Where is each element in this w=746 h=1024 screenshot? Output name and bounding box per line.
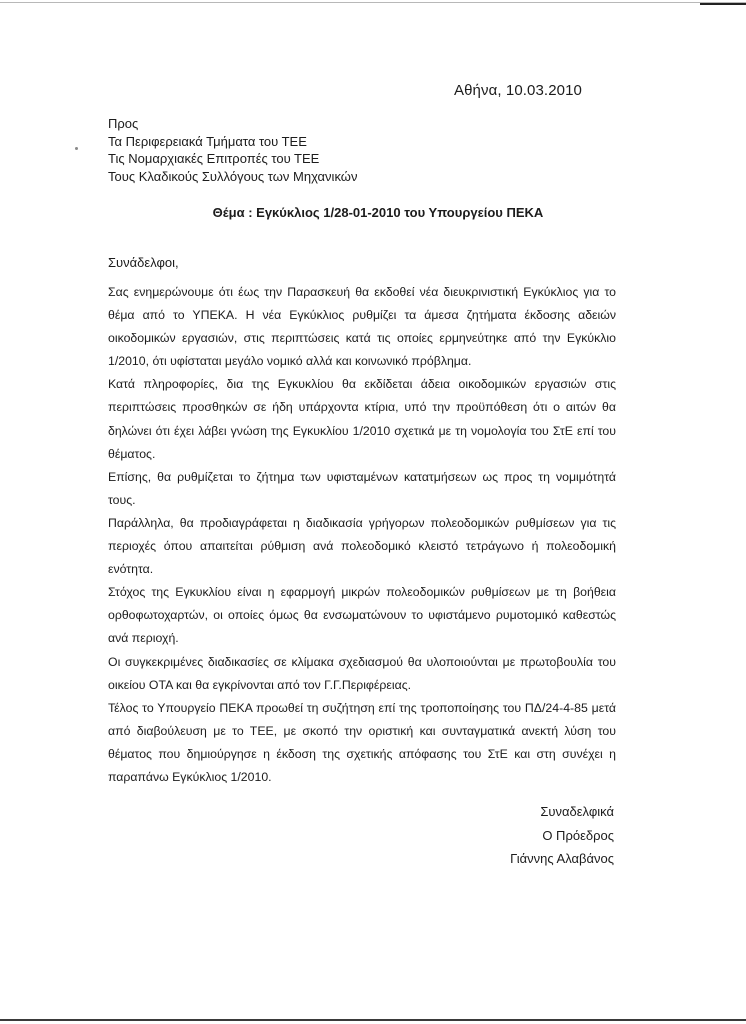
salutation: Συνάδελφοι, xyxy=(108,255,179,270)
letter-date: Αθήνα, 10.03.2010 xyxy=(454,82,582,99)
scan-edge-bottom xyxy=(0,1019,746,1021)
recipient-line: Προς xyxy=(108,116,139,131)
body-paragraph: Σας ενημερώνουμε ότι έως την Παρασκευή θα εκδοθεί νέα διευκρινιστική Εγκύκλιος για το θέμα από το ΥΠΕΚΑ. Η νέα Εγκύκλιος ρυθμίζει τα άμεσα ζητήματα έκδοσης αδειών οικοδομικών εργασιών, στις περιπτώσεις κατά τις οποίες ερμηνεύτηκε από την Εγκύκλιο 1/2010, ότι υφίσταται μεγάλο νομικό αλλά και κοινωνικό πρόβλημα. xyxy=(108,285,616,369)
scan-edge-top xyxy=(0,2,746,3)
body-paragraph: Κατά πληροφορίες, δια της Εγκυκλίου θα εκδίδεται άδεια οικοδομικών εργασιών στις περιπτώσεις προσθηκών σε ήδη υπάρχοντα κτίρια, υπό την προϋπόθεση ότι ο αιτών θα δηλώνει ότι έχει λάβει γνώση της Εγκυκλίου 1/2010 σχετικά με τη νομολογία του ΣτΕ επί του θέματος. xyxy=(108,377,616,461)
body-paragraph: Οι συγκεκριμένες διαδικασίες σε κλίμακα σχεδιασμού θα υλοποιούνται με πρωτοβουλία του οικείου ΟΤΑ και θα εγκρίνονται από τον Γ.Γ.Περιφέρειας. xyxy=(108,654,616,692)
subject-line xyxy=(0,205,746,220)
letter-body xyxy=(108,281,616,789)
scan-edge-mark xyxy=(700,3,746,5)
signer-title: Ο Πρόεδρος xyxy=(542,827,614,843)
signer-name: Γιάννης Αλαβάνος xyxy=(510,851,614,866)
signature-block xyxy=(430,800,614,871)
body-paragraph: Στόχος της Εγκυκλίου είναι η εφαρμογή μικρών πολεοδομικών ρυθμίσεων με τη βοήθεια ορθοφωτοχαρτών, οι οποίες όμως θα ενσωματώνουν το υφιστάμενο ρυμοτομικό καθεστώς ανά περιοχή. xyxy=(108,585,616,646)
recipient-line: Τα Περιφερειακά Τμήματα του ΤΕΕ xyxy=(108,133,307,149)
scan-speck xyxy=(75,147,78,150)
subject-text: Θέμα : Εγκύκλιος 1/28-01-2010 του Υπουργείου ΠΕΚΑ xyxy=(212,205,544,220)
recipients-block xyxy=(108,115,357,185)
body-paragraph: Τέλος το Υπουργείο ΠΕΚΑ προωθεί τη συζήτηση επί της τροποποίησης του ΠΔ/24-4-85 μετά από διαβούλευση με το ΤΕΕ, με σκοπό την οριστική και συνταγματικά ανεκτή λύση του θέματος που δημιούργησε η έκδοση της σχετικής απόφασης του ΣτΕ και στη συνέχει η παραπάνω Εγκύκλιος 1/2010. xyxy=(108,700,616,784)
recipient-line: Τις Νομαρχιακές Επιτροπές του ΤΕΕ xyxy=(108,151,320,166)
body-paragraph: Επίσης, θα ρυθμίζεται το ζήτημα των υφισταμένων κατατμήσεων ως προς τη νομιμότητά τους. xyxy=(108,469,616,507)
recipient-line: Τους Κλαδικούς Συλλόγους των Μηχανικών xyxy=(108,168,358,184)
valediction: Συναδελφικά xyxy=(540,804,614,819)
body-paragraph: Παράλληλα, θα προδιαγράφεται η διαδικασία γρήγορων πολεοδομικών ρυθμίσεων για τις περιοχές όπου απαιτείται ρύθμιση ανά πολεοδομικό κλειστό τετράγωνο ή πολεοδομική ενότητα. xyxy=(108,515,616,577)
